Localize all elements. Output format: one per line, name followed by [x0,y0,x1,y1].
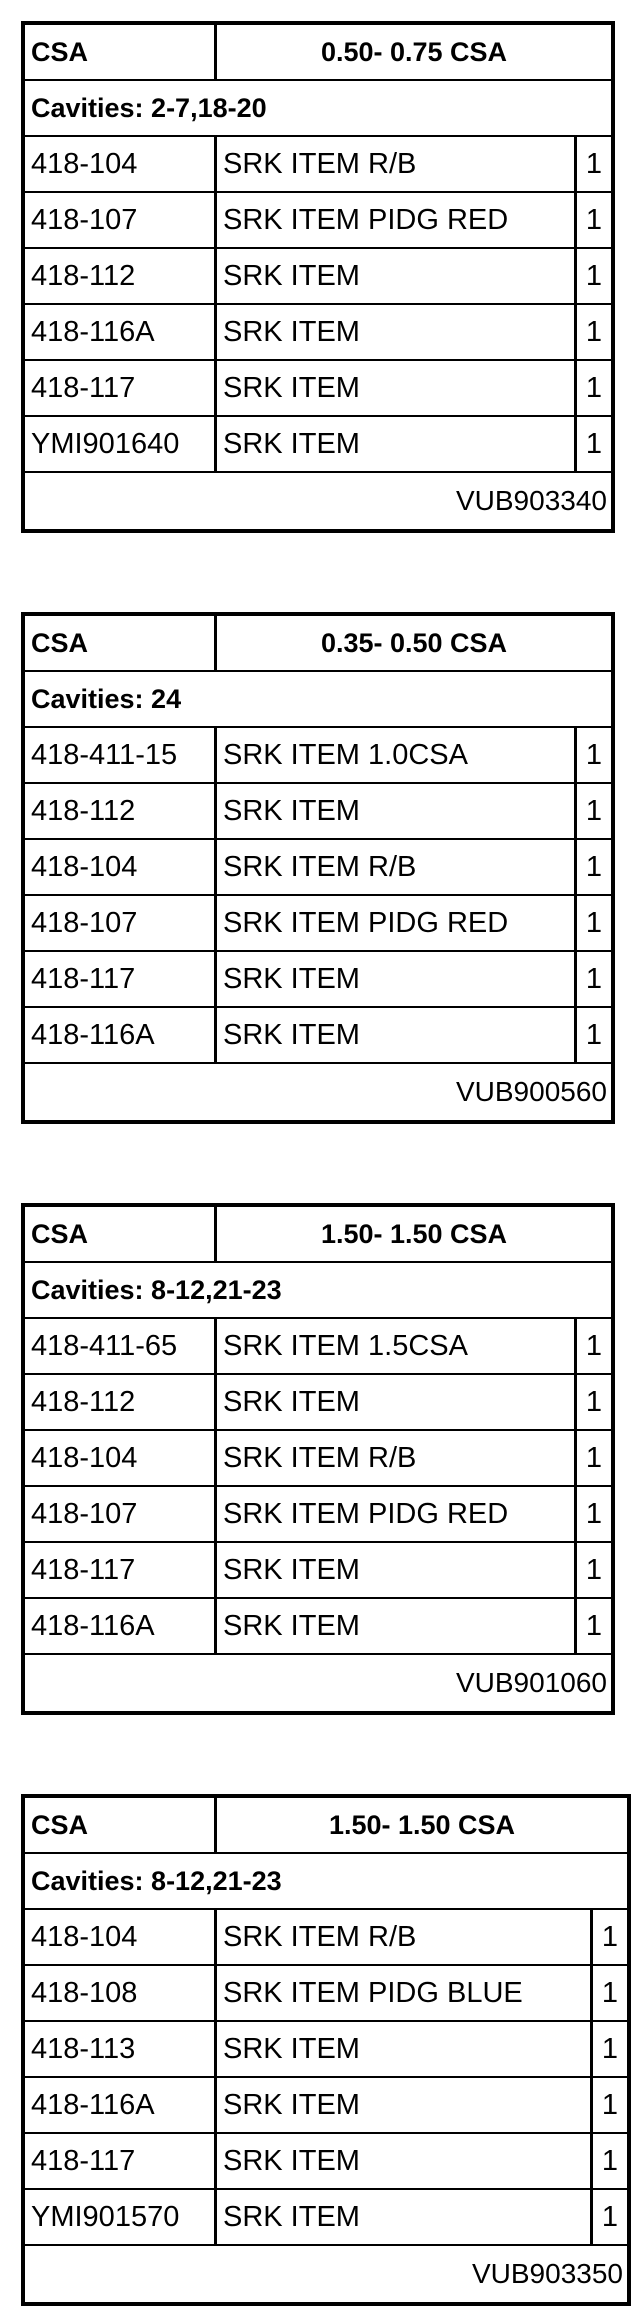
part-quantity: 1 [601,1976,619,2009]
part-number: 418-104 [25,840,217,894]
part-quantity: 1 [585,203,603,236]
table-header [25,25,611,81]
part-description: SRK ITEM [217,361,577,415]
parts-table-3 [21,1203,615,1715]
part-description: SRK ITEM [217,1008,577,1062]
table-row [25,1487,611,1543]
part-description: SRK ITEM [217,2134,593,2188]
part-quantity: 1 [585,259,603,292]
part-quantity: 1 [585,794,603,827]
part-number: 418-107 [25,896,217,950]
part-description: SRK ITEM [217,784,577,838]
part-description: SRK ITEM 1.0CSA [217,728,577,782]
part-quantity: 1 [585,315,603,348]
part-quantity: 1 [601,1920,619,1953]
cavities-label: Cavities: 2-7,18-20 [31,92,267,123]
table-header [25,1207,611,1263]
reference-code: VUB903350 [471,2258,623,2289]
table-row [25,1543,611,1599]
parts-table-1 [21,21,615,533]
part-number: 418-104 [25,1431,217,1485]
reference-code: VUB901060 [455,1667,607,1698]
part-number: 418-112 [25,249,217,303]
part-number: 418-116A [25,2078,217,2132]
parts-table-4 [21,1794,631,2306]
part-quantity: 1 [585,738,603,771]
csa-label: CSA [25,616,217,670]
part-quantity: 1 [585,962,603,995]
part-description: SRK ITEM R/B [217,840,577,894]
part-description: SRK ITEM R/B [217,1431,577,1485]
cavities-row [25,672,611,728]
part-number: 418-117 [25,361,217,415]
table-footer [25,473,611,529]
table-row [25,840,611,896]
cavities-label: Cavities: 8-12,21-23 [31,1274,282,1305]
parts-table-2 [21,612,615,1124]
table-row [25,1431,611,1487]
part-number: YMI901570 [25,2190,217,2244]
part-quantity: 1 [585,1609,603,1642]
csa-label: CSA [25,1207,217,1261]
part-description: SRK ITEM [217,1375,577,1429]
csa-range: 1.50- 1.50 CSA [320,1218,508,1249]
part-description: SRK ITEM [217,1543,577,1597]
table-row [25,896,611,952]
cavities-row [25,1263,611,1319]
part-description: SRK ITEM 1.5CSA [217,1319,577,1373]
cavities-label: Cavities: 24 [31,683,182,714]
table-row [25,249,611,305]
part-number: 418-117 [25,952,217,1006]
csa-label: CSA [25,1798,217,1852]
part-number: 418-112 [25,1375,217,1429]
table-row [25,193,611,249]
part-quantity: 1 [585,1553,603,1586]
part-number: 418-116A [25,305,217,359]
table-row [25,784,611,840]
part-number: YMI901640 [25,417,217,471]
part-description: SRK ITEM [217,417,577,471]
cavities-row [25,1854,627,1910]
cavities-row [25,81,611,137]
part-quantity: 1 [585,1018,603,1051]
table-footer [25,1064,611,1120]
table-row [25,2078,627,2134]
part-description: SRK ITEM PIDG BLUE [217,1966,593,2020]
part-quantity: 1 [585,147,603,180]
part-quantity: 1 [601,2088,619,2121]
part-quantity: 1 [585,427,603,460]
part-number: 418-107 [25,1487,217,1541]
table-row [25,1375,611,1431]
table-row [25,1910,627,1966]
part-number: 418-108 [25,1966,217,2020]
csa-label: CSA [25,25,217,79]
part-number: 418-117 [25,2134,217,2188]
table-footer [25,1655,611,1711]
reference-code: VUB900560 [455,1076,607,1107]
table-row [25,2022,627,2078]
part-quantity: 1 [585,850,603,883]
part-quantity: 1 [585,1441,603,1474]
table-row [25,728,611,784]
part-description: SRK ITEM PIDG RED [217,1487,577,1541]
part-number: 418-117 [25,1543,217,1597]
part-number: 418-104 [25,1910,217,1964]
table-header [25,616,611,672]
table-row [25,361,611,417]
part-number: 418-411-15 [25,728,217,782]
table-row [25,1599,611,1655]
csa-range: 1.50- 1.50 CSA [328,1809,516,1840]
part-description: SRK ITEM PIDG RED [217,896,577,950]
part-description: SRK ITEM [217,1599,577,1653]
part-quantity: 1 [585,906,603,939]
csa-range: 0.35- 0.50 CSA [320,627,508,658]
part-quantity: 1 [601,2144,619,2177]
table-row [25,2134,627,2190]
part-quantity: 1 [585,371,603,404]
table-row [25,305,611,361]
part-description: SRK ITEM R/B [217,1910,593,1964]
part-description: SRK ITEM R/B [217,137,577,191]
part-quantity: 1 [585,1385,603,1418]
part-number: 418-116A [25,1008,217,1062]
cavities-label: Cavities: 8-12,21-23 [31,1865,282,1896]
part-quantity: 1 [601,2200,619,2233]
part-number: 418-411-65 [25,1319,217,1373]
table-row [25,137,611,193]
table-row [25,1966,627,2022]
part-quantity: 1 [585,1329,603,1362]
part-description: SRK ITEM [217,305,577,359]
part-description: SRK ITEM [217,2022,593,2076]
table-header [25,1798,627,1854]
table-row [25,2190,627,2246]
part-number: 418-116A [25,1599,217,1653]
part-number: 418-112 [25,784,217,838]
part-description: SRK ITEM [217,2190,593,2244]
table-footer [25,2246,627,2302]
part-description: SRK ITEM PIDG RED [217,193,577,247]
part-description: SRK ITEM [217,2078,593,2132]
part-description: SRK ITEM [217,249,577,303]
reference-code: VUB903340 [455,485,607,516]
table-row [25,417,611,473]
part-description: SRK ITEM [217,952,577,1006]
part-number: 418-107 [25,193,217,247]
part-quantity: 1 [601,2032,619,2065]
part-number: 418-113 [25,2022,217,2076]
table-row [25,1008,611,1064]
csa-range: 0.50- 0.75 CSA [320,36,508,67]
part-number: 418-104 [25,137,217,191]
table-row [25,952,611,1008]
part-quantity: 1 [585,1497,603,1530]
table-row [25,1319,611,1375]
